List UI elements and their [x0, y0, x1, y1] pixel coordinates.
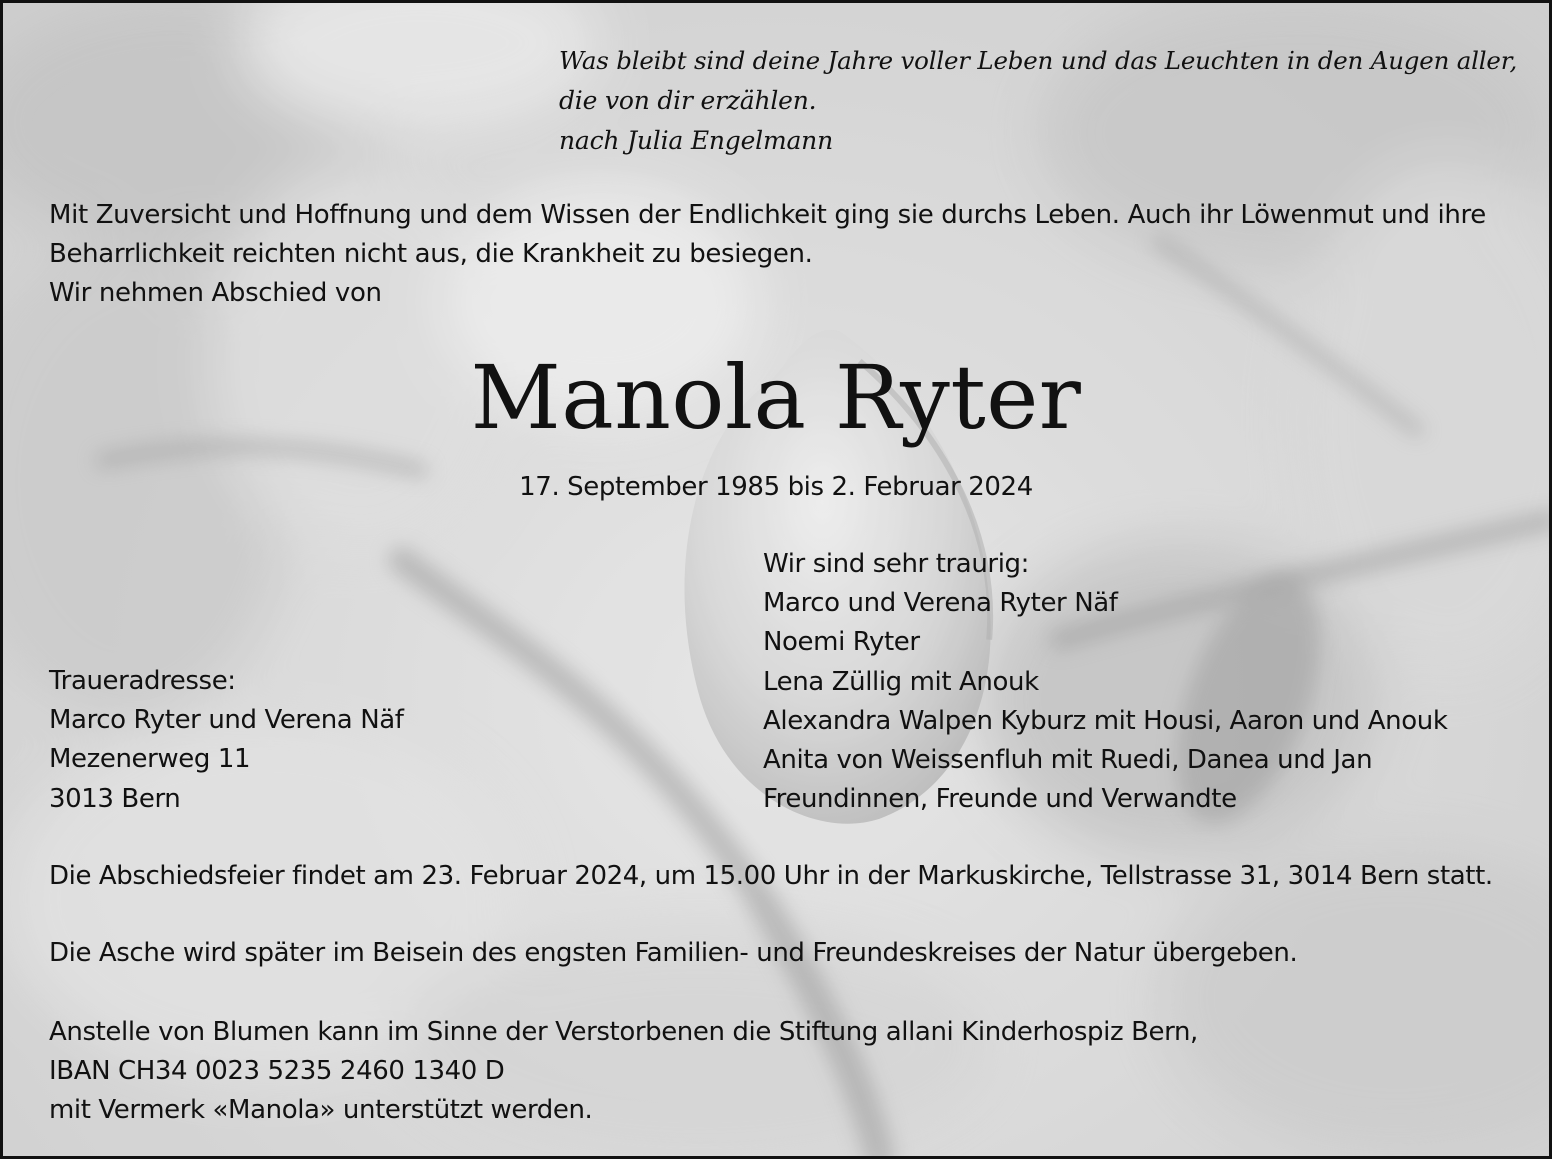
address-heading: Traueradresse:	[49, 666, 236, 696]
intro-text	[49, 196, 1529, 313]
life-dates: 17. September 1985 bis 2. Februar 2024	[519, 472, 1033, 502]
mourner-entry: Alexandra Walpen Kyburz mit Housi, Aaron und Anouk	[763, 705, 1448, 736]
address-line: Mezenerweg 11	[49, 744, 251, 775]
donation-line: Anstelle von Blumen kann im Sinne der Verstorbenen die Stiftung allani Kinderhospiz Bern,	[49, 1017, 1198, 1047]
mourner-entry: Lena Züllig mit Anouk	[763, 666, 1039, 697]
deceased-name: Manola Ryter	[470, 346, 1082, 449]
mourner-entry: Noemi Ryter	[763, 627, 920, 658]
mourners-heading: Wir sind sehr traurig:	[763, 549, 1029, 579]
intro-line: Wir nehmen Abschied von	[49, 278, 382, 308]
mourner-entry: Freundinnen, Freunde und Verwandte	[763, 784, 1237, 815]
ceremony-text: Die Abschiedsfeier findet am 23. Februar 2024, um 15.00 Uhr in der Markuskirche, Tellstrasse 31, 3014 Bern statt.	[49, 861, 1493, 891]
ceremony-info	[49, 857, 1539, 896]
quote-line: die von dir erzählen.	[559, 86, 817, 115]
donation-info	[49, 1013, 1539, 1130]
mourning-address	[49, 662, 649, 819]
quote-line: Was bleibt sind deine Jahre voller Leben und das Leuchten in den Augen aller,	[559, 46, 1518, 75]
intro-line: Mit Zuversicht und Hoffnung und dem Wissen der Endlichkeit ging sie durchs Leben. Auch ihr Löwenmut und ihre	[49, 200, 1486, 230]
quote-attribution: nach Julia Engelmann	[559, 126, 833, 155]
address-line: 3013 Bern	[49, 783, 181, 814]
donation-line: mit Vermerk «Manola» unterstützt werden.	[49, 1095, 593, 1125]
ashes-text: Die Asche wird später im Beisein des engsten Familien- und Freundeskreises der Natur übergeben.	[49, 938, 1298, 968]
mourner-entry: Marco und Verena Ryter Näf	[763, 588, 1118, 619]
mourner-entry: Anita von Weissenfluh mit Ruedi, Danea und Jan	[763, 745, 1373, 776]
intro-line: Beharrlichkeit reichten nicht aus, die Krankheit zu besiegen.	[49, 239, 813, 269]
mourners-list	[763, 545, 1543, 819]
quote-block	[559, 41, 1519, 161]
ashes-info	[49, 934, 1539, 973]
donation-iban: IBAN CH34 0023 5235 2460 1340 D	[49, 1056, 505, 1086]
address-line: Marco Ryter und Verena Näf	[49, 705, 404, 736]
